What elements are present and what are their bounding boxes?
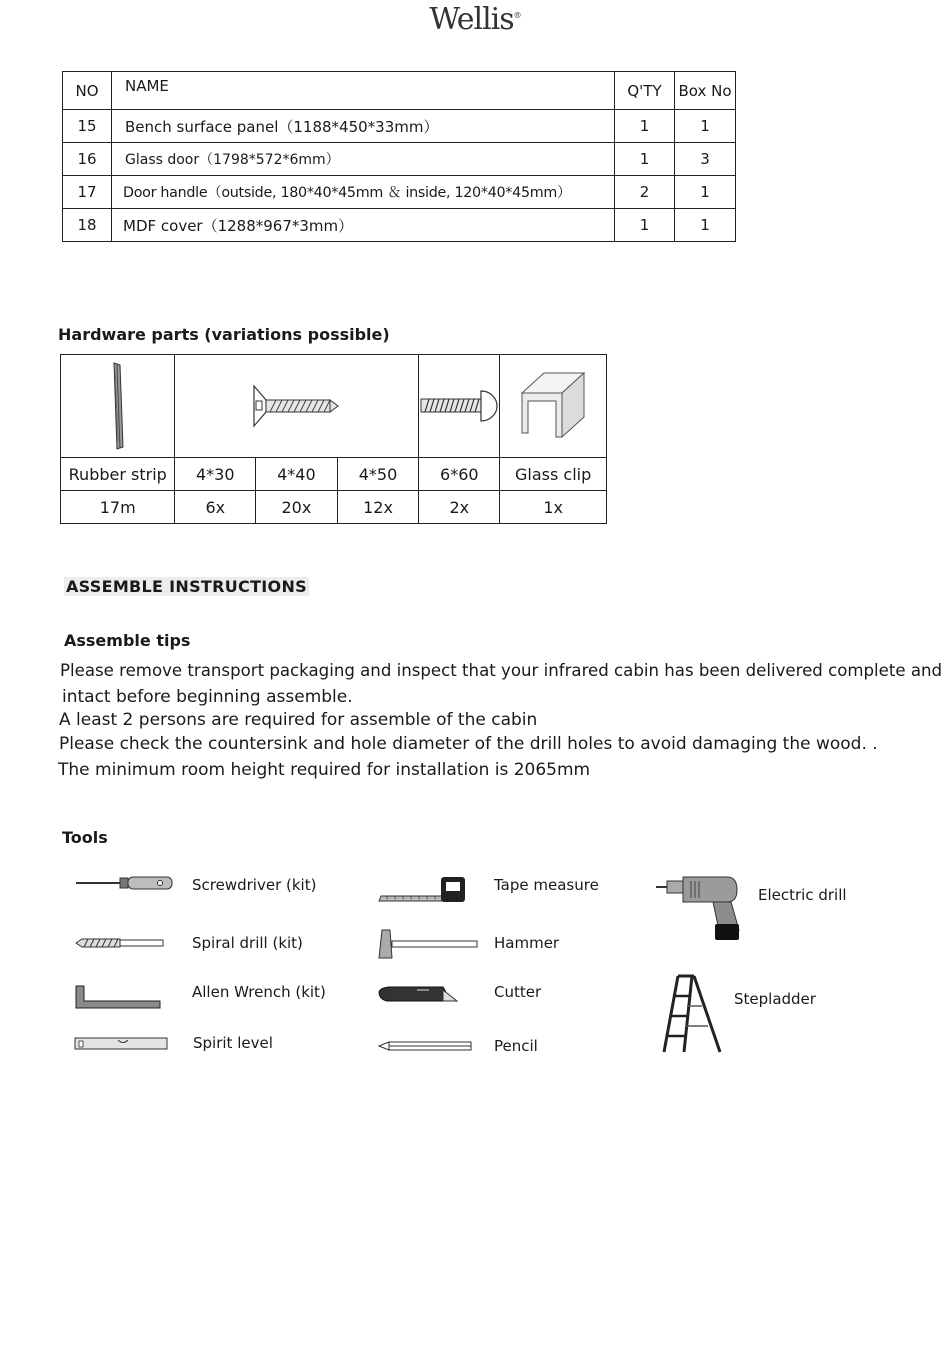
row-name: MDF cover（1288*967*3mm） xyxy=(112,209,615,242)
hammer-icon xyxy=(377,928,479,960)
round-head-screw-cell xyxy=(419,355,500,458)
tip-line: intact before beginning assemble. xyxy=(62,687,353,707)
hardware-count: 2x xyxy=(419,491,500,524)
header-no: NO xyxy=(63,72,112,110)
parts-header-row xyxy=(63,72,736,110)
row-box: 1 xyxy=(675,176,736,209)
table-row xyxy=(63,143,736,176)
hardware-label: 6*60 xyxy=(419,458,500,491)
tape-measure-icon xyxy=(377,874,467,904)
glass-clip-cell xyxy=(500,355,607,458)
row-box: 1 xyxy=(675,110,736,143)
electric-drill-icon xyxy=(655,872,743,944)
table-row xyxy=(63,110,736,143)
tip-line: Please check the countersink and hole diameter of the drill holes to avoid damaging the wood. . xyxy=(59,734,878,754)
row-no: 18 xyxy=(63,209,112,242)
logo-text: Wellis xyxy=(429,2,514,37)
hardware-label: 4*40 xyxy=(256,458,338,491)
assemble-tips-heading: Assemble tips xyxy=(64,631,191,650)
header-box: Box No xyxy=(675,72,736,110)
row-qty: 1 xyxy=(615,110,675,143)
table-row xyxy=(63,176,736,209)
brand-logo xyxy=(0,2,950,37)
screwdriver-icon xyxy=(74,874,174,892)
header-qty: Q'TY xyxy=(615,72,675,110)
table-row xyxy=(63,209,736,242)
tool-label: Pencil xyxy=(494,1037,538,1055)
stepladder-icon xyxy=(660,972,726,1056)
hardware-label: 4*30 xyxy=(175,458,256,491)
tool-label: Tape measure xyxy=(494,876,599,894)
tool-label: Spirit level xyxy=(193,1034,273,1052)
glass-clip-icon xyxy=(518,371,588,441)
hardware-image-row xyxy=(61,355,607,458)
allen-wrench-icon xyxy=(74,984,164,1012)
row-box: 1 xyxy=(675,209,736,242)
pencil-icon xyxy=(377,1040,475,1052)
row-qty: 1 xyxy=(615,143,675,176)
row-no: 17 xyxy=(63,176,112,209)
tools-heading: Tools xyxy=(62,828,108,847)
hardware-count-row xyxy=(61,491,607,524)
assemble-instructions-heading: ASSEMBLE INSTRUCTIONS xyxy=(66,577,307,596)
hardware-table xyxy=(60,354,607,524)
hardware-count: 17m xyxy=(61,491,175,524)
tip-line: The minimum room height required for installation is 2065mm xyxy=(58,760,591,780)
row-name: Door handle（outside, 180*40*45mm ＆ inside, 120*40*45mm） xyxy=(112,176,615,209)
registered-mark: ® xyxy=(513,11,521,20)
rubber-strip-cell xyxy=(61,355,175,458)
tool-label: Stepladder xyxy=(734,990,816,1008)
countersunk-screw-cell xyxy=(175,355,419,458)
row-name: Bench surface panel（1188*450*33mm） xyxy=(112,110,615,143)
round-head-screw-icon xyxy=(419,388,499,424)
countersunk-screw-icon xyxy=(252,384,342,428)
header-name: NAME xyxy=(112,72,615,110)
hardware-label: Glass clip xyxy=(500,458,607,491)
hardware-label: 4*50 xyxy=(337,458,419,491)
tool-label: Spiral drill (kit) xyxy=(192,934,303,952)
spirit-level-icon xyxy=(74,1036,170,1052)
row-box: 3 xyxy=(675,143,736,176)
tip-line: A least 2 persons are required for assemble of the cabin xyxy=(59,710,538,730)
hardware-count: 1x xyxy=(500,491,607,524)
hardware-label-row xyxy=(61,458,607,491)
row-qty: 1 xyxy=(615,209,675,242)
row-no: 16 xyxy=(63,143,112,176)
row-no: 15 xyxy=(63,110,112,143)
cutter-icon xyxy=(377,984,459,1004)
parts-table xyxy=(62,71,736,242)
tool-label: Cutter xyxy=(494,983,542,1001)
hardware-count: 12x xyxy=(337,491,419,524)
tip-line: Please remove transport packaging and inspect that your infrared cabin has been delivered complete and xyxy=(60,661,943,680)
tool-label: Allen Wrench (kit) xyxy=(192,983,326,1001)
row-qty: 2 xyxy=(615,176,675,209)
rubber-strip-icon xyxy=(108,361,128,451)
spiral-drill-icon xyxy=(74,936,166,950)
hardware-heading: Hardware parts (variations possible) xyxy=(58,325,390,344)
tool-label: Screwdriver (kit) xyxy=(192,876,317,894)
row-name: Glass door（1798*572*6mm） xyxy=(112,143,615,176)
hardware-count: 6x xyxy=(175,491,256,524)
tool-label: Electric drill xyxy=(758,886,847,904)
hardware-count: 20x xyxy=(256,491,338,524)
hardware-label: Rubber strip xyxy=(61,458,175,491)
tool-label: Hammer xyxy=(494,934,560,952)
